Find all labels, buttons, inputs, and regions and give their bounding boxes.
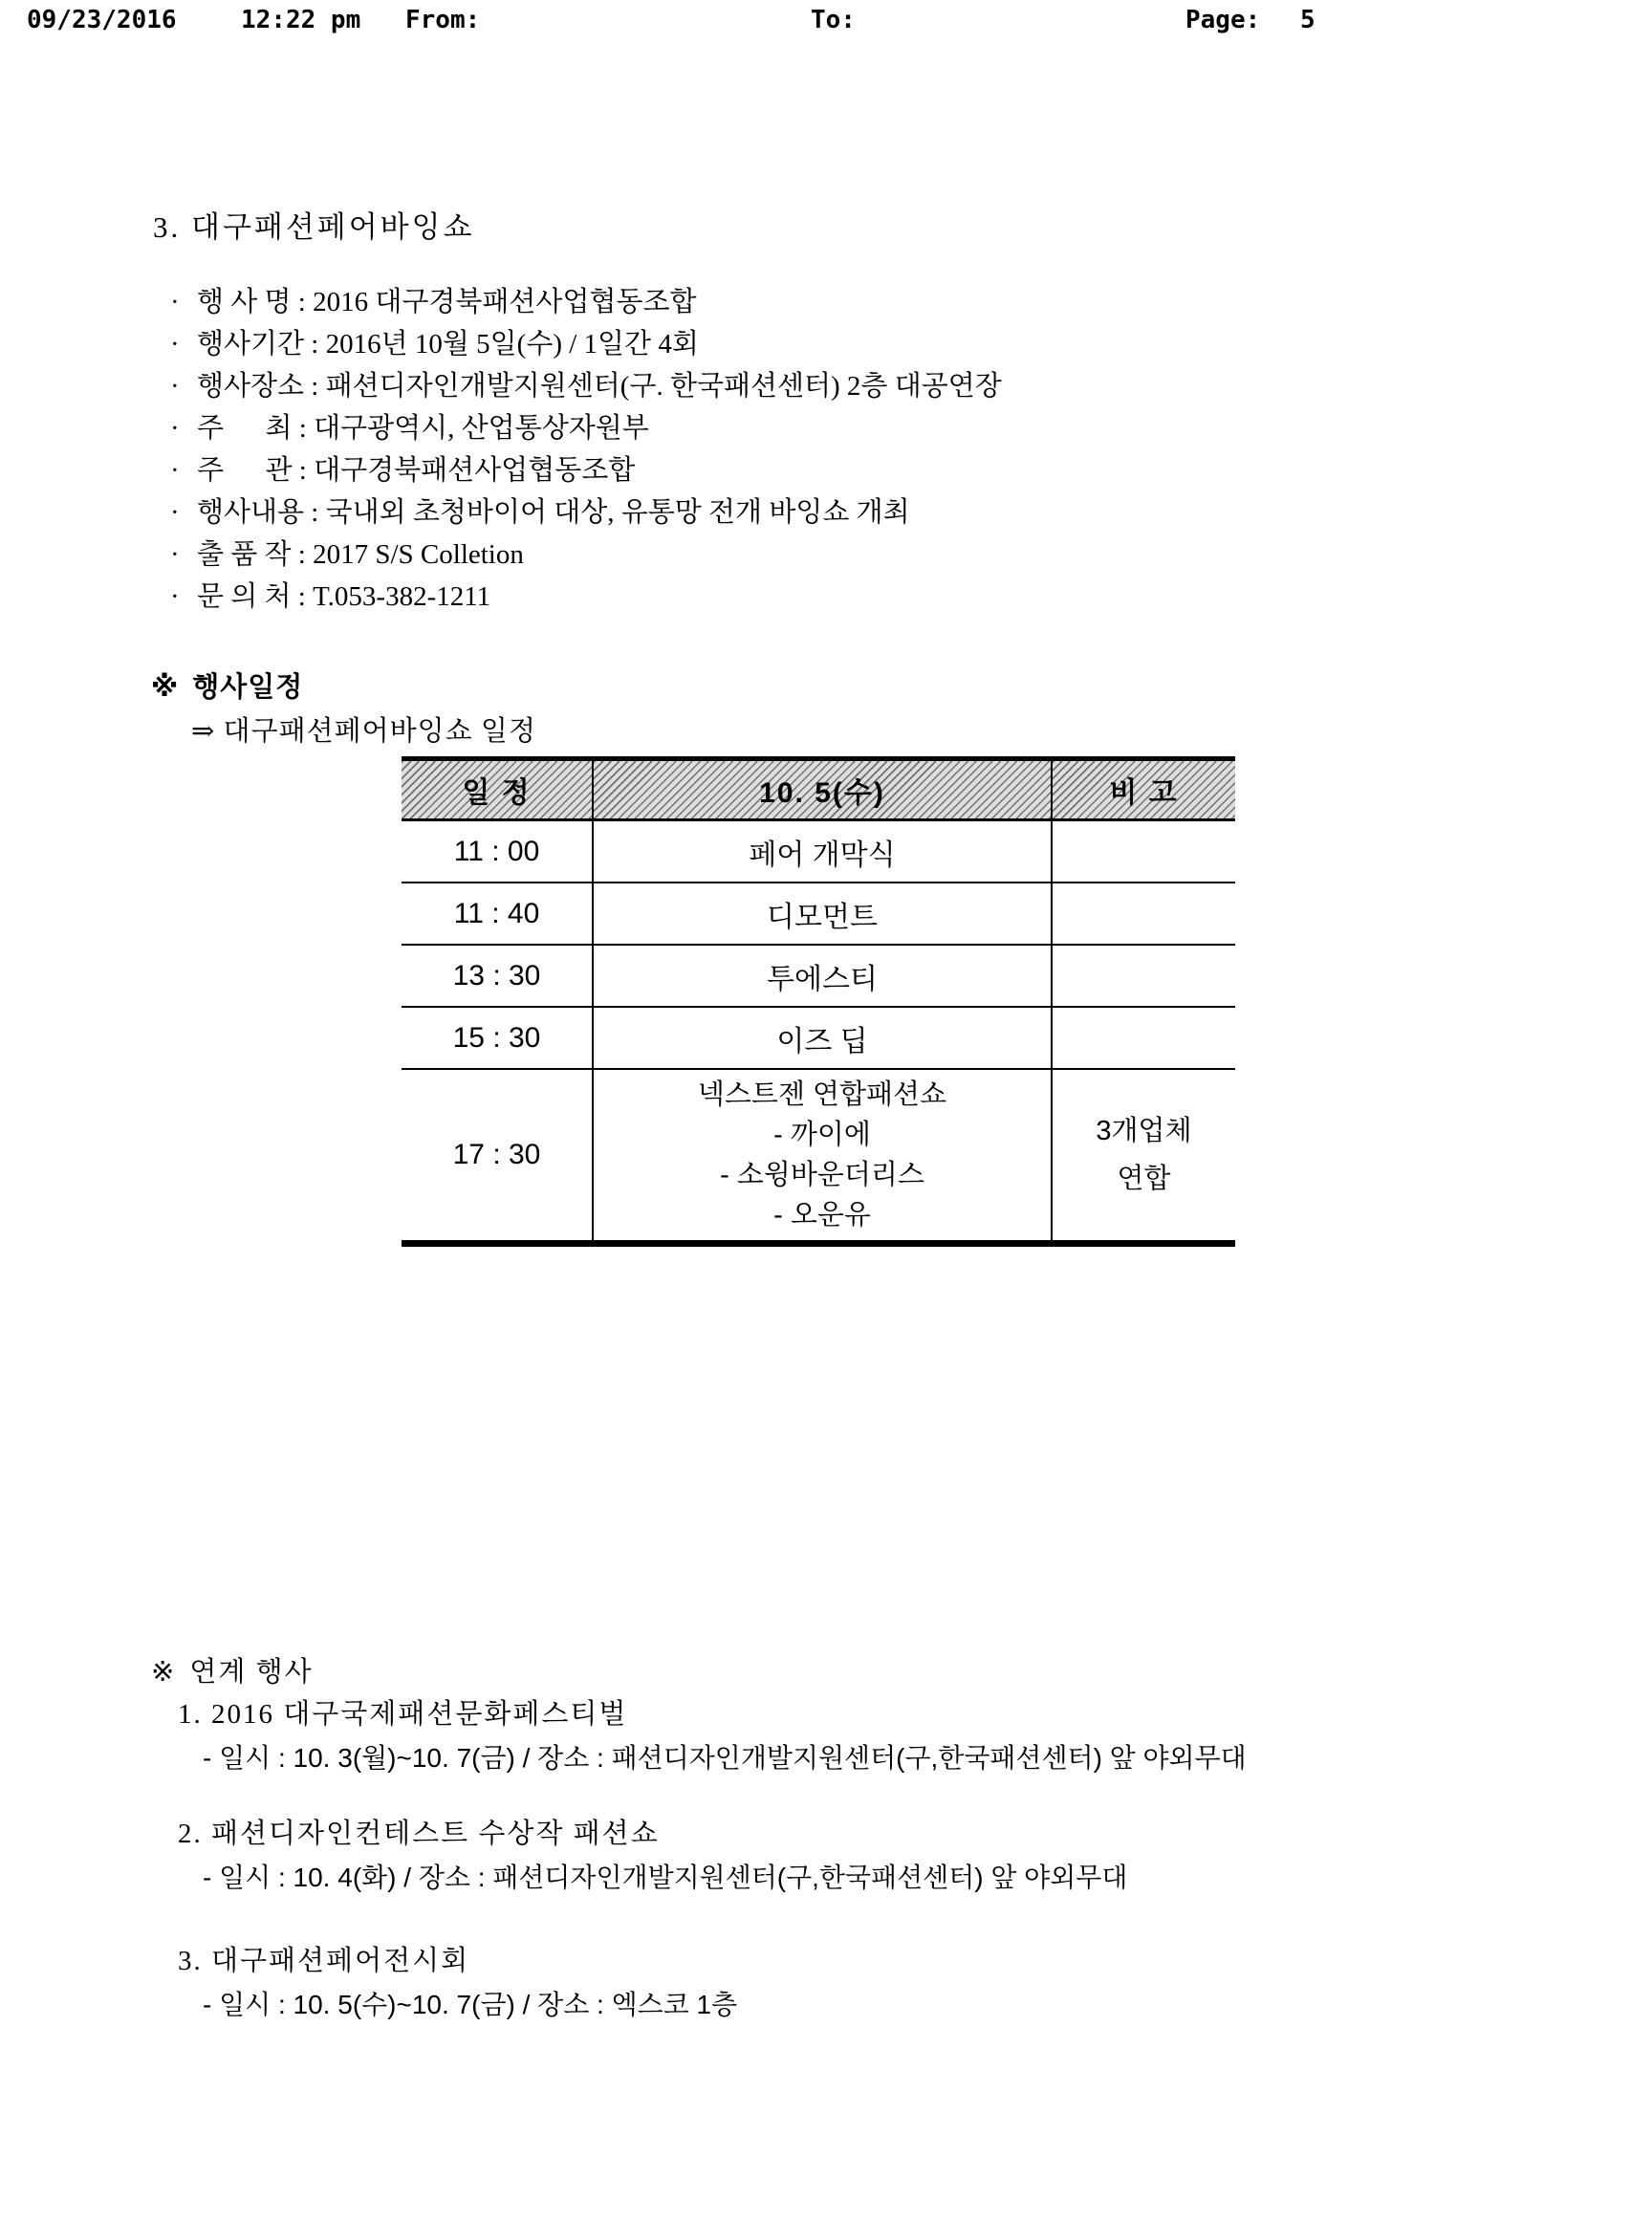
bullet-marker: · xyxy=(170,329,180,360)
schedule-table xyxy=(402,756,1235,1247)
bullet-marker: · xyxy=(170,497,180,528)
note-cell xyxy=(1052,883,1235,945)
event-detail-text: 행사내용 : 국내외 초청바이어 대상, 유통망 전개 바잉쇼 개최 xyxy=(197,497,910,528)
table-row xyxy=(402,945,1235,1007)
bullet-marker: · xyxy=(170,539,180,570)
related-event-detail: - 일시 : 10. 5(수)~10. 7(금) / 장소 : 엑스코 1층 xyxy=(203,1990,738,2019)
table-row xyxy=(402,883,1235,945)
related-event-title: 2. 패션디자인컨테스트 수상작 패션쇼 xyxy=(178,1819,660,1849)
note-cell xyxy=(1052,1007,1235,1069)
related-events-heading xyxy=(151,1650,314,1689)
event-line: - 까이에 xyxy=(773,1120,871,1150)
bullet-marker: · xyxy=(170,455,180,486)
related-event-detail: - 일시 : 10. 3(월)~10. 7(금) / 장소 : 패션디자인개발지원센터(구,한국패션센터) 앞 야외무대 xyxy=(203,1743,1247,1773)
bullet-marker: · xyxy=(170,371,180,402)
note-cell xyxy=(1052,820,1235,883)
event-detail-item xyxy=(170,491,1002,534)
fax-header xyxy=(0,6,1652,46)
bullet-marker: · xyxy=(170,581,180,612)
fax-time: 12:22 pm xyxy=(241,6,361,34)
fax-from-label: From: xyxy=(405,6,481,34)
event-cell: 투에스티 xyxy=(593,945,1052,1007)
event-line: 넥스트젠 연합패션쇼 xyxy=(697,1079,947,1110)
event-detail-text: 주 관 : 대구경북패션사업협동조합 xyxy=(197,455,636,486)
event-detail-text: 행사기간 : 2016년 10월 5일(수) / 1일간 4회 xyxy=(197,329,699,360)
event-cell: 페어 개막식 xyxy=(593,820,1052,883)
reference-mark-icon: ※ xyxy=(151,1657,177,1688)
table-header-time: 일 정 xyxy=(402,759,593,820)
event-detail-text: 주 최 : 대구광역시, 산업통상자원부 xyxy=(197,413,649,444)
reference-mark-icon: ※ xyxy=(151,672,180,703)
note-cell xyxy=(1052,945,1235,1007)
related-events-heading-text: 연계 행사 xyxy=(189,1657,314,1688)
event-cell: 이즈 딥 xyxy=(593,1007,1052,1069)
table-header-note: 비 고 xyxy=(1052,759,1235,820)
event-detail-text: 행사장소 : 패션디자인개발지원센터(구. 한국패션센터) 2층 대공연장 xyxy=(197,371,1002,402)
event-detail-text: 출 품 작 : 2017 S/S Colletion xyxy=(197,539,524,570)
event-detail-item xyxy=(170,534,1002,576)
table-row xyxy=(402,820,1235,883)
table-header-row xyxy=(402,759,1235,820)
table-header-date: 10. 5(수) xyxy=(593,759,1052,820)
note-line: 3개업체 xyxy=(1096,1116,1192,1146)
fax-page-number: 5 xyxy=(1300,6,1315,34)
related-event-title: 1. 2016 대구국제패션문화페스티벌 xyxy=(178,1699,628,1730)
related-event-title: 3. 대구패션페어전시회 xyxy=(178,1946,470,1976)
event-detail-item xyxy=(170,323,1002,365)
event-detail-text: 행 사 명 : 2016 대구경북패션사업협동조합 xyxy=(197,287,697,317)
time-cell: 17 : 30 xyxy=(452,1139,541,1170)
event-cell: 디모먼트 xyxy=(593,883,1052,945)
time-cell: 11 : 00 xyxy=(402,820,593,883)
event-detail-item xyxy=(170,407,1002,449)
event-detail-item xyxy=(170,365,1002,407)
note-cell xyxy=(1052,1069,1235,1244)
fax-page-label: Page: xyxy=(1185,6,1261,34)
schedule-subheading: ⇒ 대구패션페어바잉쇼 일정 xyxy=(191,716,536,747)
table-row xyxy=(402,1007,1235,1069)
schedule-heading-text: 행사일정 xyxy=(192,672,304,703)
event-detail-item xyxy=(170,449,1002,491)
schedule-heading xyxy=(151,665,303,705)
time-cell: 15 : 30 xyxy=(402,1007,593,1069)
event-detail-item xyxy=(170,281,1002,323)
event-line: - 오운유 xyxy=(773,1200,871,1231)
related-event-detail: - 일시 : 10. 4(화) / 장소 : 패션디자인개발지원센터(구,한국패션센터) 앞 야외무대 xyxy=(203,1863,1128,1892)
section-title: 3. 대구패션페어바잉쇼 xyxy=(153,210,475,244)
event-detail-text: 문 의 처 : T.053-382-1211 xyxy=(197,581,491,612)
event-detail-item xyxy=(170,576,1002,618)
event-cell xyxy=(593,1069,1052,1244)
event-details-list xyxy=(170,281,1002,618)
event-line: - 소윙바운더리스 xyxy=(720,1160,924,1190)
note-line: 연합 xyxy=(1117,1164,1171,1194)
time-cell: 11 : 40 xyxy=(402,883,593,945)
table-row xyxy=(402,1069,1235,1244)
bullet-marker: · xyxy=(170,413,180,444)
time-cell: 13 : 30 xyxy=(402,945,593,1007)
fax-date: 09/23/2016 xyxy=(27,6,177,34)
fax-to-label: To: xyxy=(811,6,856,34)
bullet-marker: · xyxy=(170,287,180,317)
